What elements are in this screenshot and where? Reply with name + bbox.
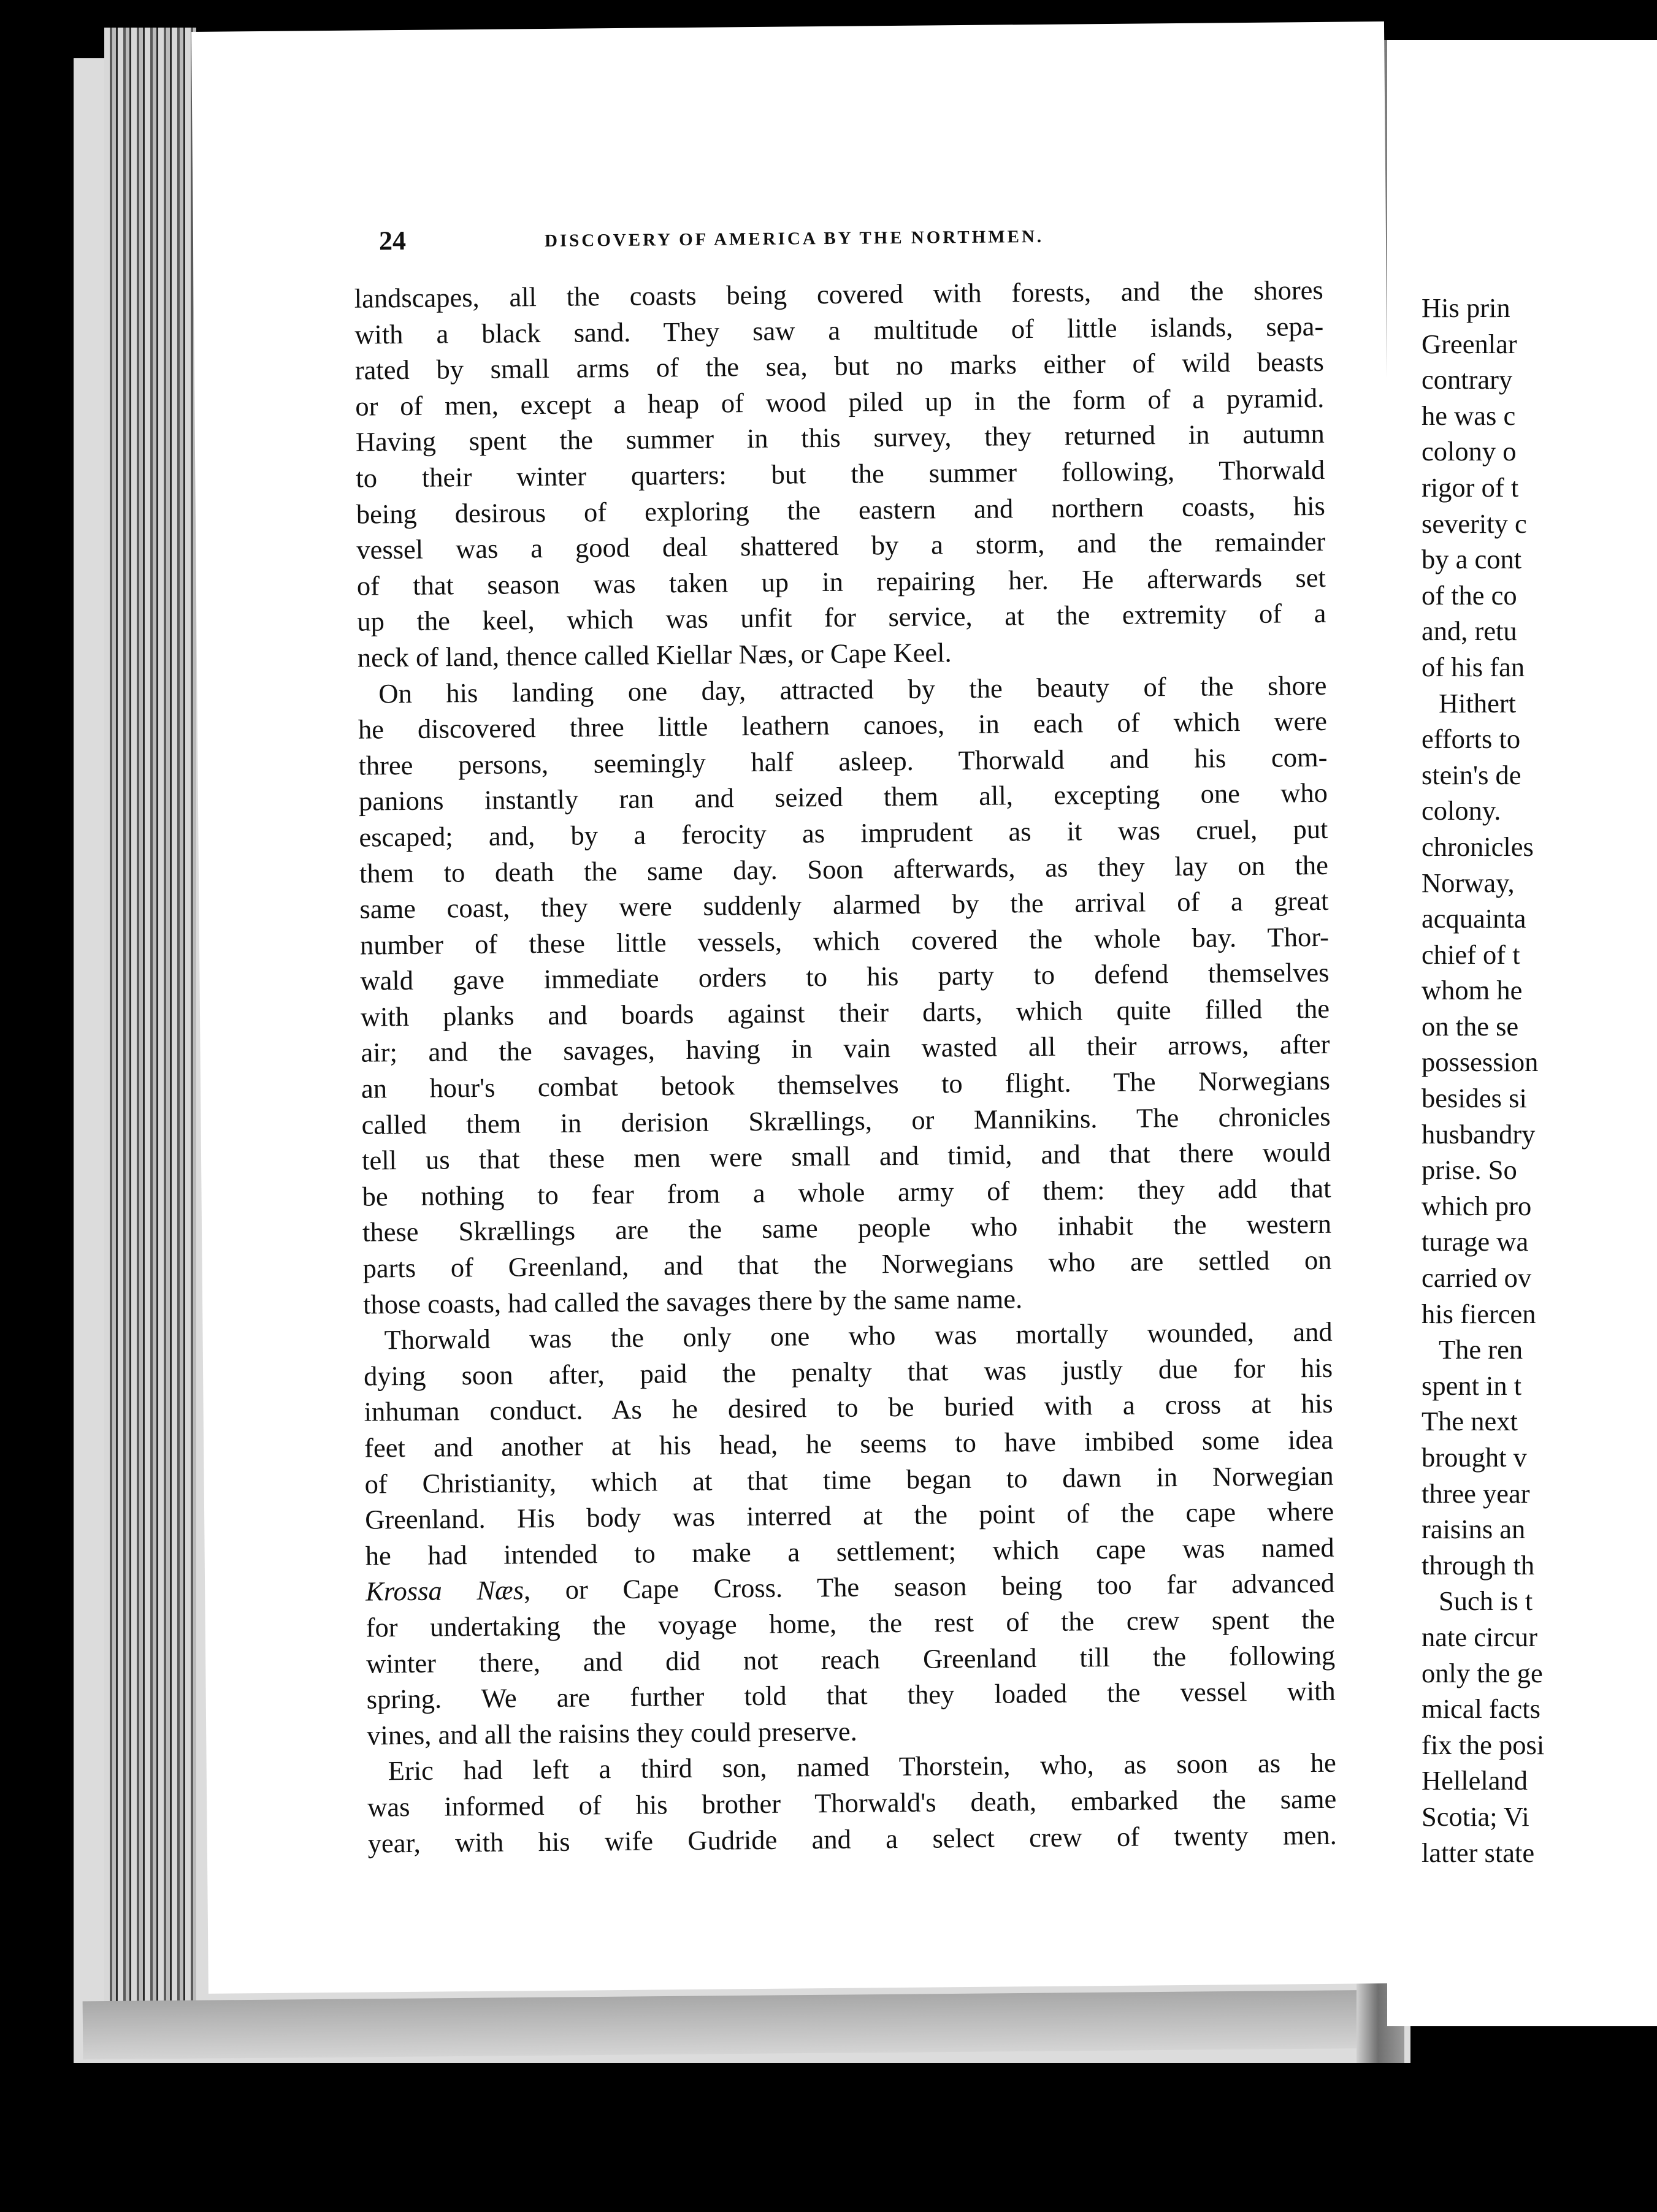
text-line: Greenland. His body was interred at the point of the cape where — [364, 1496, 1334, 1535]
right-text-line: Such is t — [1439, 1585, 1533, 1617]
text-line: rated by small arms of the sea, but no marks either of wild beasts — [354, 346, 1324, 386]
right-text-line: Scotia; Vi — [1422, 1801, 1529, 1832]
right-page-text — [1387, 290, 1657, 1871]
right-text-line: by a cont — [1422, 544, 1522, 575]
text-line: dying soon after, paid the penalty that was justly due for his — [363, 1352, 1333, 1392]
right-text-line: rigor of t — [1422, 471, 1519, 503]
right-text-line: Hithert — [1439, 687, 1517, 719]
text-line: air; and the savages, having in vain wasted all their arrows, after — [361, 1029, 1330, 1069]
right-text-line: stein's de — [1422, 759, 1521, 790]
text-line: neck of land, thence called Kiellar Næs, or Cape Keel. — [357, 637, 952, 673]
text-line: year, with his wife Gudride and a select crew of twenty men. — [367, 1819, 1337, 1859]
right-page-fragment — [1387, 40, 1657, 2026]
text-line: be nothing to fear from a whole army of them: they add that — [362, 1172, 1331, 1212]
right-text-line: colony o — [1422, 436, 1517, 467]
text-line: with a black sand. They saw a multitude of little islands, sepa- — [354, 310, 1324, 350]
text-line: Having spent the summer in this survey, they returned in autumn — [355, 418, 1325, 458]
right-text-line: The next — [1422, 1406, 1518, 1437]
right-text-line: besides si — [1422, 1083, 1527, 1114]
right-text-line: severity c — [1422, 508, 1527, 539]
running-head — [379, 217, 1318, 268]
page-stack-edge — [104, 28, 196, 2057]
right-text-line: husbandry — [1422, 1118, 1536, 1150]
text-line: with planks and boards against their darts, which quite filled the — [360, 993, 1330, 1032]
right-text-line: three year — [1422, 1478, 1530, 1509]
right-text-line: only the ge — [1422, 1657, 1543, 1688]
text-line: called them in derision Skrællings, or Mannikins. The chronicles — [361, 1100, 1331, 1140]
text-line: these Skrællings are the same people who inhabit the western — [362, 1208, 1332, 1248]
right-text-line: raisins an — [1422, 1514, 1526, 1545]
text-line: spring. We are further told that they loaded the vessel with — [366, 1675, 1336, 1715]
right-text-line: on the se — [1422, 1010, 1519, 1042]
text-line: number of these little vessels, which covered the whole bay. Thor- — [359, 921, 1330, 961]
right-text-line: contrary — [1422, 364, 1513, 395]
right-text-line: he was c — [1422, 400, 1516, 431]
right-text-line: and, retu — [1422, 616, 1517, 647]
page-bottom-shadow — [83, 1990, 1396, 2060]
right-text-line: latter state — [1422, 1837, 1535, 1868]
text-line: wald gave immediate orders to his party to defend themselves — [360, 957, 1330, 996]
right-text-line: The ren — [1439, 1334, 1523, 1365]
text-line: he discovered three little leathern canoes, in each of which were — [358, 706, 1328, 745]
text-line: vessel was a good deal shattered by a storm, and the remainder — [356, 526, 1326, 565]
left-page — [191, 21, 1401, 1994]
text-line: up the keel, which was unfit for service, at the extremity of a — [357, 598, 1326, 638]
right-text-line: through th — [1422, 1549, 1535, 1581]
right-text-line: turage wa — [1422, 1226, 1529, 1257]
right-text-line: fix the posi — [1422, 1729, 1545, 1760]
text-line: feet and another at his head, he seems to have imbibed some idea — [364, 1424, 1334, 1463]
right-text-line: Norway, — [1422, 867, 1515, 898]
right-text-line: His prin — [1422, 292, 1510, 323]
right-text-line: brought v — [1422, 1442, 1527, 1473]
right-text-line: colony. — [1422, 795, 1501, 826]
text-line-rest: , or Cape Cross. The season being too far advanced — [523, 1568, 1335, 1606]
text-line: or of men, except a heap of wood piled up in the form of a pyramid. — [355, 382, 1325, 422]
text-line: tell us that these men were small and timid, and that there would — [361, 1137, 1331, 1176]
text-line: of Christianity, which at that time began to dawn in Norwegian — [364, 1460, 1334, 1500]
text-line: he had intended to make a settlement; which cape was named — [365, 1531, 1334, 1571]
right-text-line: whom he — [1422, 975, 1523, 1006]
right-text-line: nate circur — [1422, 1621, 1537, 1652]
text-line: an hour's combat betook themselves to flight. The Norwegians — [361, 1064, 1331, 1104]
page-number: 24 — [378, 225, 407, 256]
running-head-title: DISCOVERY OF AMERICA BY THE NORTHMEN. — [544, 226, 1044, 251]
right-text-line: possession — [1422, 1047, 1539, 1078]
right-text-line: chief of t — [1422, 939, 1520, 970]
text-line: those coasts, had called the savages there by the same name. — [362, 1283, 1023, 1320]
right-text-line: his fiercen — [1422, 1298, 1536, 1329]
text-line: panions instantly ran and seized them all, excepting one who — [358, 777, 1328, 817]
text-line: escaped; and, by a ferocity as imprudent as it was cruel, put — [359, 813, 1328, 853]
text-line: of that season was taken up in repairing her. He afterwards set — [356, 562, 1326, 601]
text-line: Eric had left a third son, named Thorstein, who, as soon as he — [388, 1747, 1336, 1787]
right-text-line: of his fan — [1422, 651, 1525, 682]
right-text-line: chronicles — [1422, 831, 1534, 862]
text-line: being desirous of exploring the eastern and northern coasts, his — [356, 490, 1326, 530]
text-line: Thorwald was the only one who was mortally wounded, and — [384, 1316, 1333, 1356]
right-text-line: Greenlar — [1422, 328, 1517, 359]
text-line: parts of Greenland, and that the Norwegians who are settled on — [362, 1244, 1332, 1284]
text-line: vines, and all the raisins they could preserve. — [367, 1715, 857, 1751]
right-text-line: prise. So — [1422, 1154, 1517, 1186]
right-text-line: mical facts — [1422, 1693, 1540, 1725]
right-text-line: which pro — [1422, 1190, 1532, 1221]
right-text-line: efforts to — [1422, 723, 1521, 755]
text-line: for undertaking the voyage home, the rest of the crew spent the — [365, 1603, 1335, 1643]
text-line: same coast, they were suddenly alarmed by the arrival of a great — [359, 885, 1329, 925]
text-line: them to death the same day. Soon afterwards, as they lay on the — [359, 849, 1329, 889]
text-line: landscapes, all the coasts being covered with forests, and the shores — [354, 274, 1323, 314]
text-line: inhuman conduct. As he desired to be buried with a cross at his — [364, 1388, 1333, 1428]
body-text — [354, 272, 1337, 1861]
text-line: winter there, and did not reach Greenland till the following — [366, 1639, 1336, 1679]
right-text-line: acquainta — [1422, 903, 1526, 934]
text-line: On his landing one day, attracted by the beauty of the shore — [378, 669, 1327, 709]
italic-place-name: Krossa Næs — [365, 1574, 524, 1607]
right-text-line: of the co — [1422, 579, 1517, 611]
right-text-line: carried ov — [1422, 1262, 1532, 1294]
text-line: to their winter quarters: but the summer following, Thorwald — [356, 454, 1325, 494]
right-text-line: Helleland — [1422, 1765, 1528, 1796]
right-text-line: spent in t — [1422, 1370, 1522, 1401]
text-line: three persons, seemingly half asleep. Thorwald and his com- — [358, 741, 1328, 781]
text-line: was informed of his brother Thorwald's death, embarked the same — [367, 1783, 1337, 1823]
